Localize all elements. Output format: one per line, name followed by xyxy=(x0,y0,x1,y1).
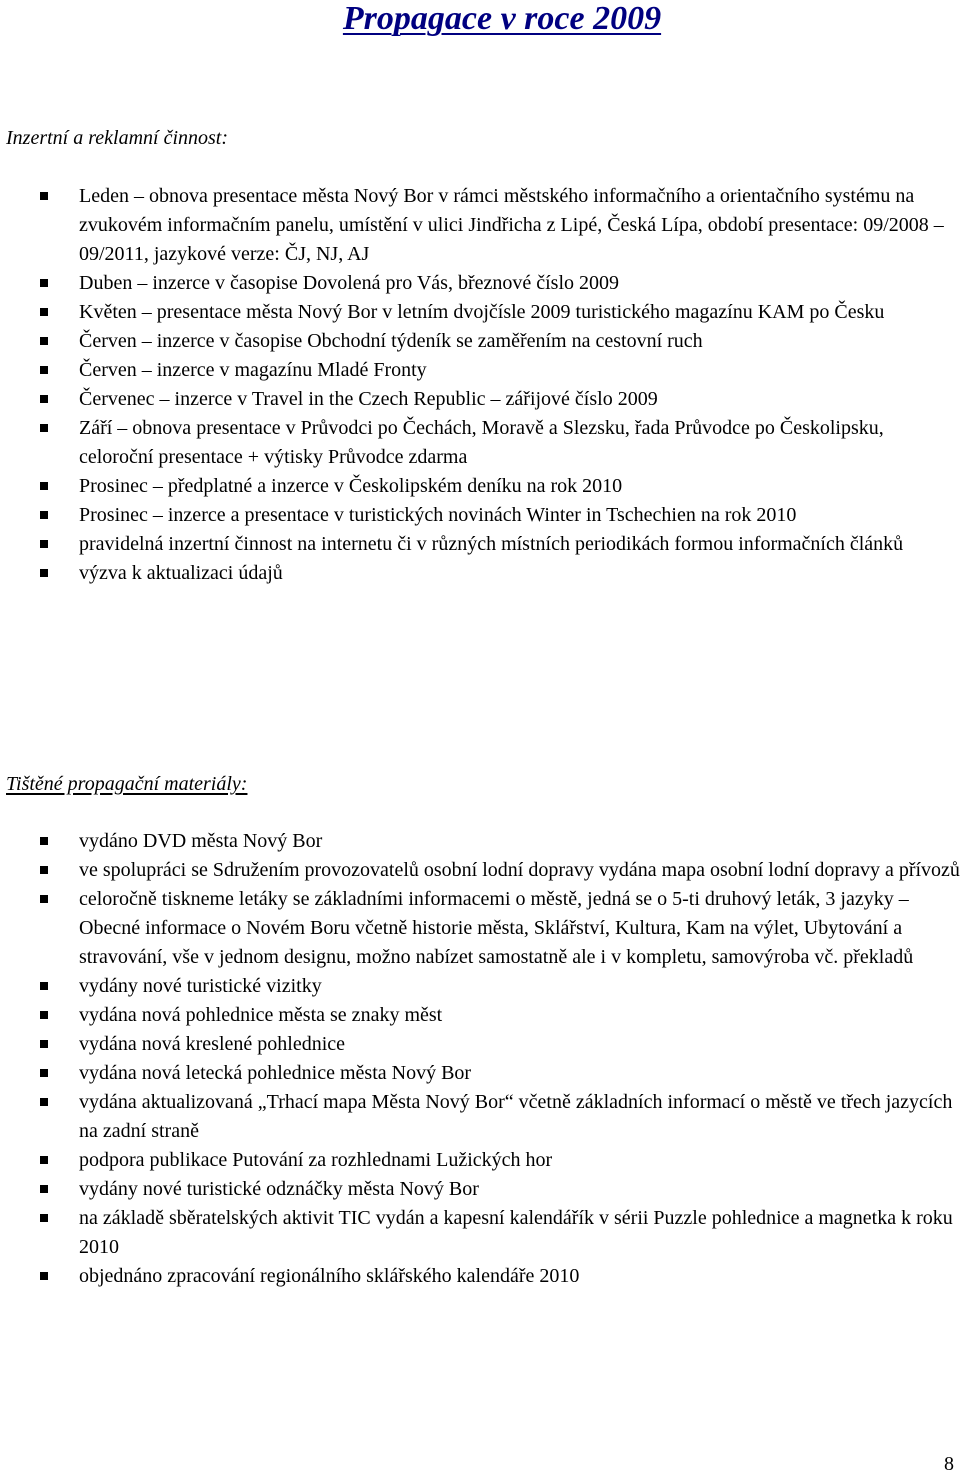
square-bullet-icon xyxy=(40,482,48,490)
list-item xyxy=(40,385,960,414)
list-item xyxy=(40,1204,960,1262)
list-item-text: objednáno zpracování regionálního sklářského kalendáře 2010 xyxy=(79,1265,580,1287)
square-bullet-icon xyxy=(40,308,48,316)
square-bullet-icon xyxy=(40,866,48,874)
list-item xyxy=(40,559,960,588)
list-item-text: vydány nové turistické vizitky xyxy=(79,975,322,997)
square-bullet-icon xyxy=(40,540,48,548)
list-item-text: celoročně tiskneme letáky se základními informacemi o městě, jedná se o 5-ti druhový leták, 3 jazyky – Obecné informace o Novém Boru včetně historie města, Sklářství, Kultura, Kam na výlet, Ubytování a stravování, vše v jednom designu, možno nabízet samostatně ale i v kompletu, samovýroba vč. překladů xyxy=(79,888,914,968)
list-item-text: vydána nová pohlednice města se znaky měst xyxy=(79,1004,443,1026)
list-item xyxy=(40,472,960,501)
list-item xyxy=(40,856,960,885)
list-item xyxy=(40,972,960,1001)
list-item xyxy=(40,1146,960,1175)
list-item-text: Duben – inzerce v časopise Dovolená pro Vás, březnové číslo 2009 xyxy=(79,272,620,294)
list-item xyxy=(40,298,960,327)
list-item xyxy=(40,501,960,530)
list-item xyxy=(40,1030,960,1059)
square-bullet-icon xyxy=(40,1098,48,1106)
list-item-text: Prosinec – inzerce a presentace v turistických novinách Winter in Tschechien na rok 2010 xyxy=(79,504,797,526)
square-bullet-icon xyxy=(40,1214,48,1222)
square-bullet-icon xyxy=(40,366,48,374)
square-bullet-icon xyxy=(40,1272,48,1280)
list-item xyxy=(40,1001,960,1030)
list-item xyxy=(40,1262,960,1291)
list-item xyxy=(40,530,960,559)
list-item-text: Leden – obnova presentace města Nový Bor v rámci městského informačního a orientačního systému na zvukovém informačním panelu, umístění v ulici Jindřicha z Lipé, Česká Lípa, období presentace: 09/2008 – 09/2011, jazykové verze: ČJ, NJ, AJ xyxy=(79,185,944,265)
square-bullet-icon xyxy=(40,982,48,990)
list-item xyxy=(40,1088,960,1146)
list-item-text: ve spolupráci se Sdružením provozovatelů osobní lodní dopravy vydána mapa osobní lodní dopravy a přívozů xyxy=(79,859,960,881)
page-number: 8 xyxy=(944,1453,954,1475)
square-bullet-icon xyxy=(40,337,48,345)
square-bullet-icon xyxy=(40,895,48,903)
list-item xyxy=(40,414,960,472)
list-item-text: vydány nové turistické odznáčky města Nový Bor xyxy=(79,1178,479,1200)
list-item-text: Červenec – inzerce v Travel in the Czech Republic – zářijové číslo 2009 xyxy=(79,388,658,410)
list-item xyxy=(40,269,960,298)
section-heading-advertising: Inzertní a reklamní činnost: xyxy=(6,127,229,149)
list-item-text: vydáno DVD města Nový Bor xyxy=(79,830,323,852)
square-bullet-icon xyxy=(40,1156,48,1164)
list-item xyxy=(40,1059,960,1088)
list-item-text: pravidelná inzertní činnost na internetu či v různých místních periodikách formou informačních článků xyxy=(79,533,904,555)
printed-materials-list xyxy=(40,827,960,1291)
section-heading-printed-materials: Tištěné propagační materiály: xyxy=(6,773,248,795)
list-item-text: Červen – inzerce v časopise Obchodní týdeník se zaměřením na cestovní ruch xyxy=(79,330,703,352)
square-bullet-icon xyxy=(40,1011,48,1019)
list-item-text: výzva k aktualizaci údajů xyxy=(79,562,283,584)
square-bullet-icon xyxy=(40,1040,48,1048)
square-bullet-icon xyxy=(40,569,48,577)
list-item xyxy=(40,356,960,385)
list-item-text: Květen – presentace města Nový Bor v letním dvojčísle 2009 turistického magazínu KAM po Česku xyxy=(79,301,885,323)
list-item xyxy=(40,327,960,356)
list-item-text: Červen – inzerce v magazínu Mladé Fronty xyxy=(79,359,427,381)
list-item-text: na základě sběratelských aktivit TIC vydán a kapesní kalendářík v sérii Puzzle pohlednice a magnetka k roku 2010 xyxy=(79,1207,953,1258)
list-item-text: Prosinec – předplatné a inzerce v Českolipském deníku na rok 2010 xyxy=(79,475,623,497)
list-item-text: vydána aktualizovaná „Trhací mapa Města Nový Bor“ včetně základních informací o městě ve třech jazycích na zadní straně xyxy=(79,1091,953,1142)
square-bullet-icon xyxy=(40,395,48,403)
list-item-text: podpora publikace Putování za rozhlednami Lužických hor xyxy=(79,1149,553,1171)
square-bullet-icon xyxy=(40,424,48,432)
square-bullet-icon xyxy=(40,837,48,845)
advertising-list xyxy=(40,182,960,588)
list-item xyxy=(40,1175,960,1204)
list-item-text: vydána nová letecká pohlednice města Nový Bor xyxy=(79,1062,472,1084)
list-item xyxy=(40,885,960,972)
square-bullet-icon xyxy=(40,511,48,519)
list-item-text: vydána nová kreslené pohlednice xyxy=(79,1033,346,1055)
list-item-text: Září – obnova presentace v Průvodci po Čechách, Moravě a Slezsku, řada Průvodce po Českolipsku, celoroční presentace + výtisky Průvodce zdarma xyxy=(79,417,884,468)
square-bullet-icon xyxy=(40,1185,48,1193)
square-bullet-icon xyxy=(40,279,48,287)
page-title: Propagace v roce 2009 xyxy=(342,0,662,37)
list-item xyxy=(40,182,960,269)
square-bullet-icon xyxy=(40,192,48,200)
list-item xyxy=(40,827,960,856)
square-bullet-icon xyxy=(40,1069,48,1077)
